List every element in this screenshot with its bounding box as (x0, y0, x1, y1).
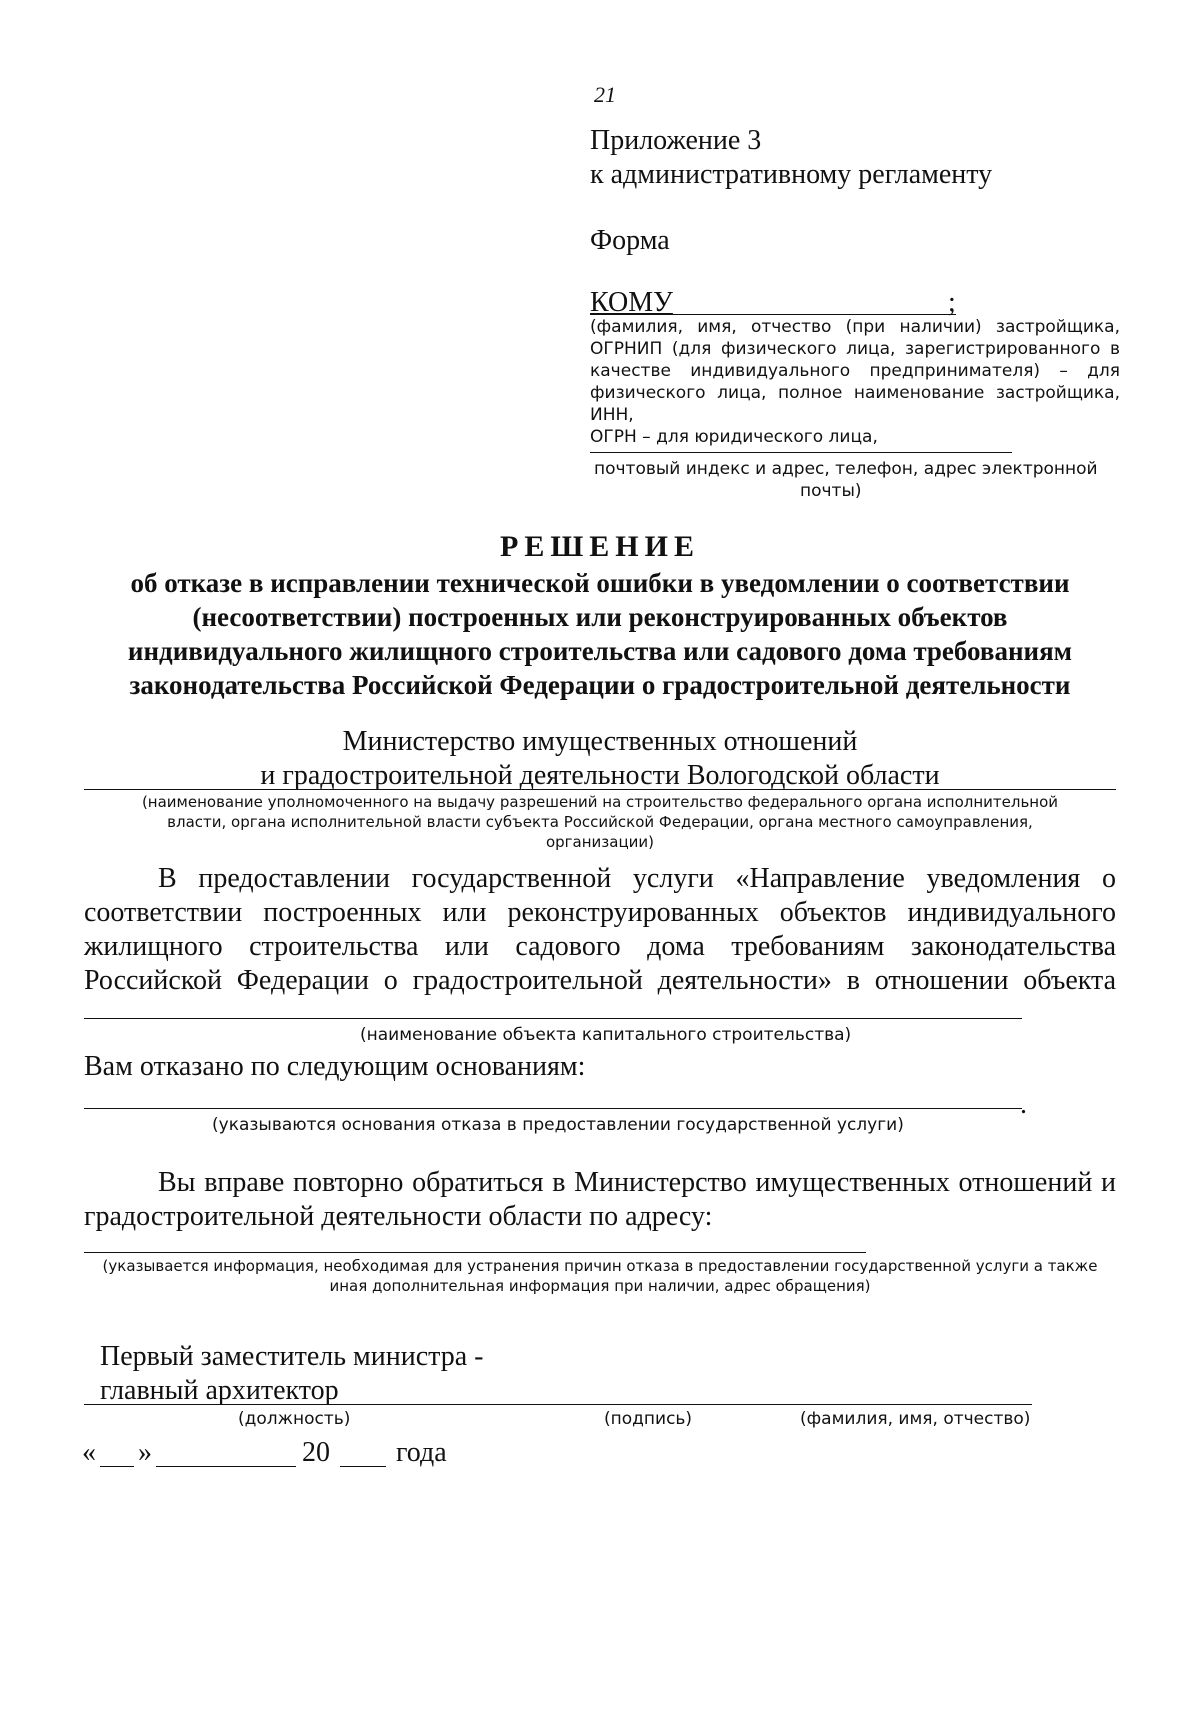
signature-label: (подпись) (604, 1409, 693, 1429)
recipient-label: КОМУ (590, 287, 673, 318)
appeal-paragraph (84, 1166, 1116, 1234)
address-line[interactable] (590, 452, 1012, 453)
body-paragraph (84, 862, 1116, 998)
authority-caption-line: организации) (545, 833, 655, 851)
authority-name-line2: и градостроительной деятельности Вологодской области (260, 760, 940, 791)
info-caption-line: (указывается информация, необходимая для устранения причин отказа в предоставлении государственной услуги а также (102, 1257, 1098, 1275)
authority-caption-line: власти, органа исполнительной власти субъекта Российской Федерации, органа местного самоуправления, (167, 813, 1033, 831)
appendix-title: Приложение 3 (590, 125, 762, 156)
decision-title-line: индивидуального жилищного строительства или садового дома требованиям (127, 636, 1073, 666)
object-name-line[interactable] (84, 1018, 1022, 1019)
signature-line[interactable] (84, 1404, 1032, 1405)
address-caption-end: почты) (800, 481, 862, 501)
decision-title-line: законодательства Российской Федерации о градостроительной деятельности (129, 670, 1071, 700)
reasons-line[interactable] (84, 1108, 1022, 1109)
date-century: 20 (302, 1437, 330, 1468)
date-open-quote: « (82, 1437, 96, 1468)
recipient-caption-line: ОГРНИП (для физического лица, зарегистрированного в (590, 339, 1120, 359)
authority-name-line1: Министерство имущественных отношений (342, 726, 858, 757)
signatory-position-line1: Первый заместитель министра - (100, 1341, 484, 1372)
appendix-regulation: к административному регламенту (590, 159, 993, 190)
page-number: 21 (594, 82, 616, 107)
body-paragraph-line: В предоставлении государственной услуги «Направление уведомления о (158, 863, 1116, 894)
body-paragraph-line: Российской Федерации о градостроительной деятельности» в отношении объекта (84, 965, 1116, 996)
authority-line (84, 789, 1116, 790)
refused-text: Вам отказано по следующим основаниям: (84, 1051, 586, 1082)
recipient-semicolon: ; (948, 287, 956, 318)
date-year-line[interactable] (340, 1466, 386, 1467)
reasons-caption: (указываются основания отказа в предоставлении государственной услуги) (212, 1115, 904, 1135)
body-paragraph-line: соответствии построенных или реконструированных объектов индивидуального (84, 897, 1116, 928)
date-day-line[interactable] (100, 1466, 134, 1467)
date-close-quote: » (138, 1437, 152, 1468)
recipient-caption-line: физического лица, полное наименование застройщика, ИНН, (590, 383, 1120, 425)
signatory-position-line2: главный архитектор (100, 1375, 339, 1406)
recipient-caption-line: качестве индивидуального предпринимателя) – для (590, 361, 1120, 381)
appeal-line: Вы вправе повторно обратиться в Министерство имущественных отношений и (158, 1167, 1116, 1198)
object-caption: (наименование объекта капитального строительства) (360, 1025, 852, 1045)
info-caption (84, 1256, 1116, 1296)
body-paragraph-line: жилищного строительства или садового дома требованиям законодательства (84, 931, 1116, 962)
info-line[interactable] (84, 1252, 866, 1253)
date-month-line[interactable] (156, 1466, 296, 1467)
authority-caption (84, 792, 1116, 852)
address-caption: почтовый индекс и адрес, телефон, адрес электронной (594, 459, 1098, 479)
refused-period: . (1020, 1089, 1027, 1120)
name-label: (фамилия, имя, отчество) (800, 1409, 1031, 1429)
decision-heading: РЕШЕНИЕ (500, 530, 700, 563)
decision-title-line: (несоответствии) построенных или реконструированных объектов (192, 602, 1008, 632)
position-label: (должность) (238, 1409, 351, 1429)
recipient-caption-line: ОГРН – для юридического лица, (590, 427, 878, 447)
decision-title (60, 566, 1140, 702)
date-year-word: года (396, 1437, 447, 1468)
form-label: Форма (590, 225, 670, 256)
recipient-caption (590, 316, 1120, 448)
recipient-caption-line: (фамилия, имя, отчество (при наличии) застройщика, (590, 317, 1120, 337)
info-caption-line: иная дополнительная информация при наличии, адрес обращения) (329, 1277, 871, 1295)
authority-caption-line: (наименование уполномоченного на выдачу разрешений на строительство федерального органа исполнительной (141, 793, 1059, 811)
decision-title-line: об отказе в исправлении технической ошибки в уведомлении о соответствии (130, 568, 1070, 598)
recipient-line[interactable] (654, 314, 956, 315)
appeal-line: градостроительной деятельности области по адресу: (84, 1201, 713, 1232)
